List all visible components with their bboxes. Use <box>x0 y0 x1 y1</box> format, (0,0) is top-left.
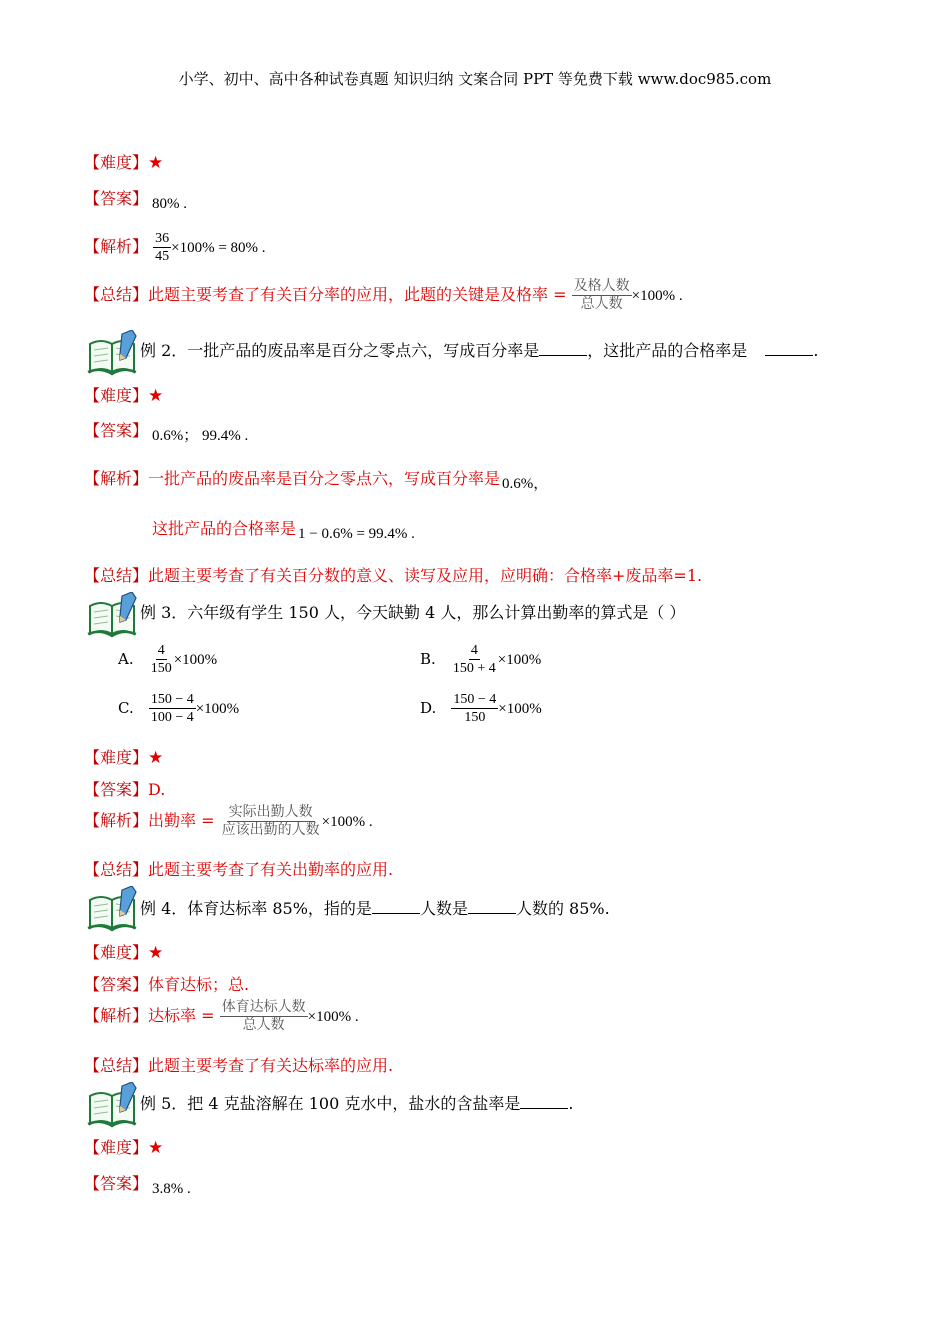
example-5-label: 例 5． <box>140 1094 188 1113</box>
difficulty-row: 【难度】★ <box>84 943 164 963</box>
summary-fraction: $\frac{\text{及格人数}}{\text{总人数}}$ <box>573 279 630 312</box>
example-2-question: 例 2．一批产品的废品率是百分之零点六，写成百分率是 ，这批产品的合格率是 . <box>140 341 819 360</box>
book-pencil-icon <box>86 592 138 638</box>
example-5-question: 例 5．把 4 克盐溶解在 100 克水中，盐水的含盐率是 . <box>140 1094 574 1113</box>
summary-expression: ×100% . <box>631 288 683 304</box>
analysis-row-2: 这批产品的合格率是 1 − 0.6% = 99.4% . <box>152 519 415 542</box>
answer-blank[interactable] <box>468 899 516 914</box>
answer-row: 【答案】D. <box>84 780 166 799</box>
answer-row: 【答案】 0.6%； 99.4% . <box>84 421 249 444</box>
option-a[interactable]: A. $\frac{4}{150}$ ×100% <box>118 643 218 676</box>
analysis-row <box>84 230 266 265</box>
answer-blank[interactable] <box>765 341 813 356</box>
summary-row: 【总结】此题主要考查了有关达标率的应用. <box>84 1056 394 1075</box>
analysis-label: 【解析】 <box>84 237 149 256</box>
option-b[interactable]: B. $\frac{4}{150 + 4}$ ×100% <box>420 643 542 676</box>
difficulty-row: 【难度】★ <box>84 1138 164 1158</box>
difficulty-label: 【难度】 <box>84 153 149 172</box>
summary-text: 此题主要考查了有关百分率的应用，此题的关键是及格率 = <box>148 285 567 304</box>
analysis-row: 【解析】达标率 = $\frac{\text{体育达标人数}}{\text{总人数}}$ ×100% . <box>84 1000 359 1033</box>
book-pencil-icon <box>86 886 138 932</box>
difficulty-row <box>84 150 163 173</box>
example-4-label: 例 4． <box>140 899 188 918</box>
answer-value: 体育达标；总. <box>148 975 250 994</box>
analysis-row: 【解析】一批产品的废品率是百分之零点六，写成百分率是 0.6%， <box>84 469 549 492</box>
difficulty-star: ★ <box>148 153 164 173</box>
summary-row <box>84 278 683 313</box>
answer-blank[interactable] <box>520 1094 568 1109</box>
answer-value: 0.6%； 99.4% . <box>152 428 249 444</box>
book-pencil-icon <box>86 330 138 376</box>
summary-row: 【总结】此题主要考查了有关百分数的意义、读写及应用，应明确：合格率+废品率=1. <box>84 566 703 585</box>
analysis-expression: ×100% = 80% . <box>171 240 266 256</box>
answer-row: 【答案】体育达标；总. <box>84 975 250 994</box>
answer-blank[interactable] <box>372 899 420 914</box>
example-3-label: 例 3． <box>140 603 188 622</box>
option-c[interactable]: C. $\frac{150 - 4}{100 - 4}$ ×100% <box>118 692 240 725</box>
difficulty-row: 【难度】★ <box>84 748 164 768</box>
answer-blank[interactable] <box>539 341 587 356</box>
page-header: 小学、初中、高中各种试卷真题 知识归纳 文案合同 PPT 等免费下载 www.doc985.com <box>178 70 772 88</box>
example-4-question: 例 4．体育达标率 85%，指的是 人数是 人数的 85%. <box>140 899 610 918</box>
option-d[interactable]: D. $\frac{150 - 4}{150}$ ×100% <box>420 692 542 725</box>
answer-value: 3.8% . <box>152 1181 191 1197</box>
answer-row: 【答案】 3.8% . <box>84 1174 191 1197</box>
answer-value: D. <box>148 780 166 799</box>
summary-row: 【总结】此题主要考查了有关出勤率的应用. <box>84 860 394 879</box>
book-pencil-icon <box>86 1082 138 1128</box>
analysis-fraction: $\frac{36}{45}$ <box>155 231 170 264</box>
answer-row <box>84 186 188 212</box>
summary-label: 【总结】 <box>84 285 149 304</box>
example-3-question: 例 3．六年级有学生 150 人，今天缺勤 4 人，那么计算出勤率的算式是（ ） <box>140 603 686 622</box>
answer-label: 【答案】 <box>84 189 149 208</box>
example-2-label: 例 2． <box>140 341 188 360</box>
analysis-row: 【解析】出勤率 = $\frac{\text{实际出勤人数}}{\text{应该出勤的人数}}$ ×100% . <box>84 805 373 838</box>
answer-value: 80% . <box>152 196 188 212</box>
difficulty-row: 【难度】★ <box>84 386 164 406</box>
